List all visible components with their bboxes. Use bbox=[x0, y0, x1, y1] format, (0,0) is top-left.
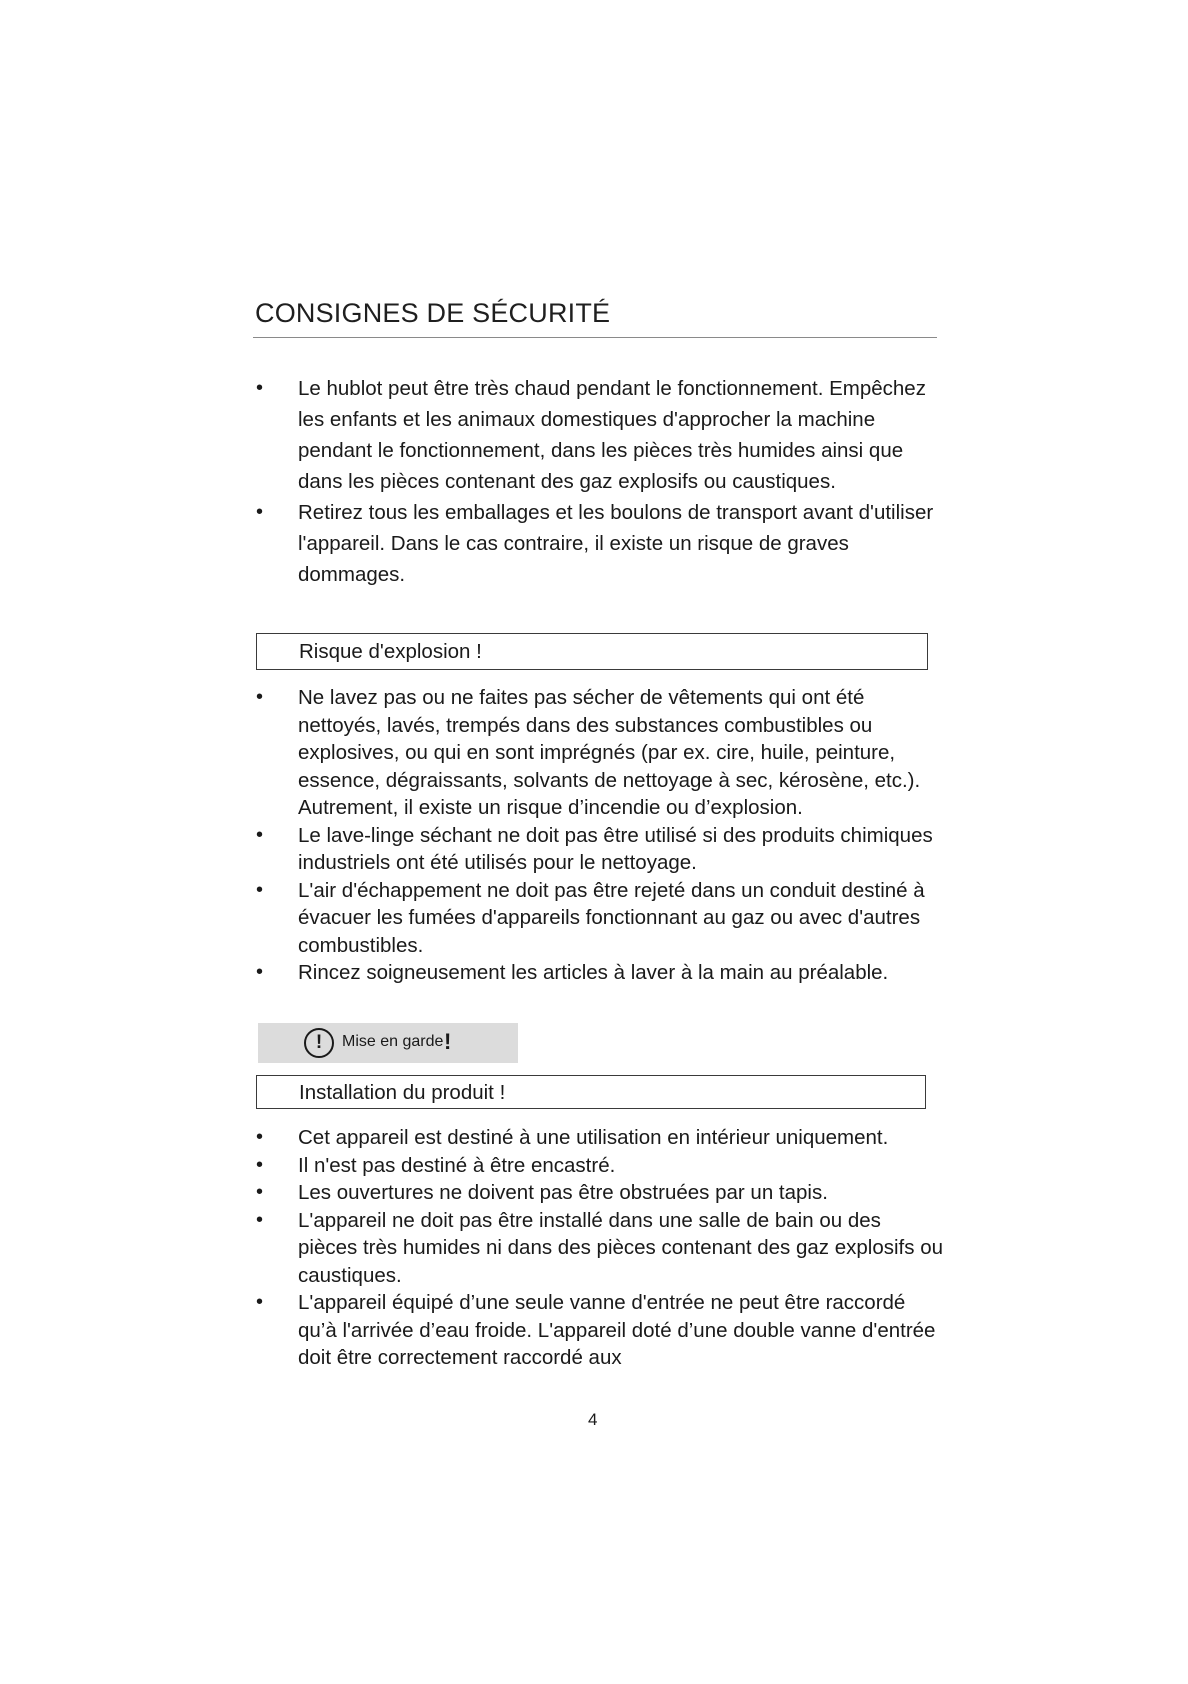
list-item-text: Cet appareil est destiné à une utilisation en intérieur uniquement. bbox=[298, 1126, 889, 1149]
bullet-icon: • bbox=[256, 878, 264, 901]
safety-list-explosion bbox=[253, 684, 943, 987]
list-item bbox=[253, 959, 943, 987]
warning-exclamation: ! bbox=[444, 1029, 452, 1054]
list-item bbox=[253, 373, 943, 497]
list-item bbox=[253, 1289, 943, 1372]
bullet-icon: • bbox=[256, 1126, 264, 1148]
safety-list-general bbox=[253, 373, 943, 590]
bullet-icon: • bbox=[256, 823, 264, 846]
list-item-text: Retirez tous les emballages et les boulons de transport avant d'utiliser l'appareil. Dans le cas contraire, il existe un risque de graves dommages. bbox=[298, 501, 934, 586]
bullet-icon: • bbox=[256, 501, 264, 523]
list-item-text: Les ouvertures ne doivent pas être obstruées par un tapis. bbox=[298, 1181, 828, 1204]
list-item bbox=[253, 1124, 943, 1152]
bullet-icon: • bbox=[256, 686, 264, 708]
list-item bbox=[253, 822, 943, 877]
warning-banner bbox=[258, 1023, 518, 1063]
list-item-text: Le lave-linge séchant ne doit pas être utilisé si des produits chimiques industriels ont été utilisés pour le nettoyage. bbox=[298, 823, 933, 874]
list-item bbox=[253, 684, 943, 822]
bullet-icon: • bbox=[256, 1291, 264, 1313]
list-item-text: Il n'est pas destiné à être encastré. bbox=[298, 1153, 616, 1177]
list-item bbox=[253, 1152, 943, 1180]
safety-list-installation bbox=[253, 1124, 943, 1372]
title-divider bbox=[253, 337, 937, 338]
list-item-text: Rincez soigneusement les articles à laver à la main au préalable. bbox=[298, 961, 889, 984]
list-item-text: L'appareil ne doit pas être installé dans une salle de bain ou des pièces très humides ni dans des pièces contenant des gaz explosifs ou caustiques. bbox=[298, 1208, 943, 1287]
bullet-icon: • bbox=[256, 961, 264, 983]
bullet-icon: • bbox=[256, 1153, 264, 1176]
list-item-text: L'appareil équipé d’une seule vanne d'entrée ne peut être raccordé qu’à l'arrivée d’eau froide. L'appareil doté d’une double vanne d'entrée doit être correctement raccordé aux bbox=[298, 1291, 936, 1369]
exclamation-circle-icon: ! bbox=[304, 1028, 334, 1058]
list-item bbox=[253, 877, 943, 960]
bullet-icon: • bbox=[256, 1181, 264, 1203]
bullet-icon: • bbox=[256, 1208, 264, 1231]
list-item-text: Le hublot peut être très chaud pendant le fonctionnement. Empêchez les enfants et les animaux domestiques d'approcher la machine pendant le fonctionnement, dans les pièces très humides ainsi que dans les pièces contenant des gaz explosifs ou caustiques. bbox=[298, 377, 926, 493]
list-item bbox=[253, 497, 943, 590]
list-item-text: Ne lavez pas ou ne faites pas sécher de vêtements qui ont été nettoyés, lavés, trempés dans des substances combustibles ou explosives, ou qui en sont imprégnés (par ex. cire, huile, peinture, essence, dégraissants, solvants de nettoyage à sec, kérosène, etc.). Autrement, il existe un risque d’incendie ou d’explosion. bbox=[298, 686, 921, 819]
warning-label: Mise en garde bbox=[342, 1033, 444, 1050]
page-number: 4 bbox=[588, 1410, 598, 1429]
list-item bbox=[253, 1207, 943, 1290]
list-item-text: L'air d'échappement ne doit pas être rejeté dans un conduit destiné à évacuer les fumées d'appareils fonctionnant au gaz ou avec d'autres combustibles. bbox=[298, 878, 925, 957]
explosion-risk-heading: Risque d'explosion ! bbox=[256, 633, 928, 670]
list-item bbox=[253, 1179, 943, 1207]
page-title: CONSIGNES DE SÉCURITÉ bbox=[255, 298, 611, 328]
installation-heading: Installation du produit ! bbox=[256, 1075, 926, 1109]
bullet-icon: • bbox=[256, 377, 264, 399]
